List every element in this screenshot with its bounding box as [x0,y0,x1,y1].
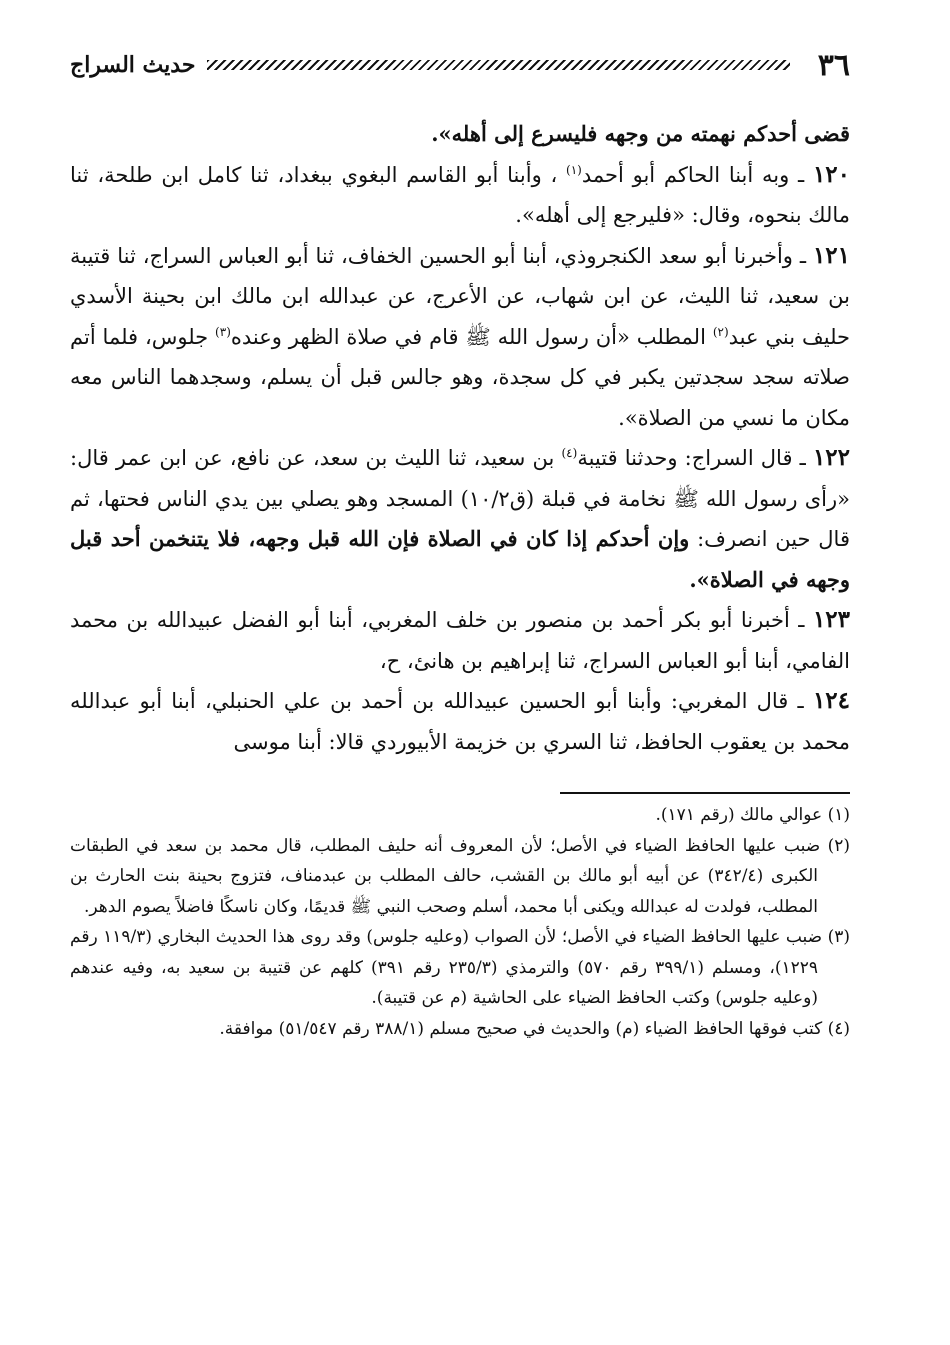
hadith-text: ـ قال المغربي: وأبنا أبو الحسين عبيدالله بن أحمد بن علي الحنبلي، أبنا أبو عبدالله محمد بن يعقوب الحافظ، ثنا السري بن خزيمة الأبيوردي قالا: أبنا موسى [70,689,850,754]
hadith-text: ـ وبه أبنا الحاكم أبو أحمد [581,162,813,187]
hadith-text-bold: وإن أحدكم إذا كان في الصلاة فإن الله قبل وجهه، فلا يتنخمن أحد قبل وجهه في الصلاة [70,526,850,592]
hadith-number: ١٢٤ [812,687,850,714]
hadith-number: ١٢١ [812,241,850,269]
hadith-text: بن سعيد، ثنا الليث بن سعد، عن نافع، عن ابن عمر قال: «رأى رسول الله ﷺ نخامة في قبلة (ق١٠/٢) المسجد وهو يصلي بين يدي الناس فحتها، ثم قال حين انصرف: [70,446,850,551]
hadith-number: ١٢٠ [812,160,850,188]
hadith-text: المطلب «أن رسول الله ﷺ قام في صلاة الظهر وعنده [230,324,713,349]
hadith-text: جلوس، فلما أتم صلاته سجد سجدتين يكبر في كل سجدة، وهو جالس قبل أن يسلم، وسجدهما الناس معه مكان ما نسي من الصلاة». [70,324,850,430]
footnote-ref: (١) [566,162,582,177]
footnote-1: (١) عوالي مالك (رقم ١٧١). [655,805,850,825]
footnote-2: (٢) ضبب عليها الحافظ الضياء في الأصل؛ لأن المعروف أنه حليف المطلب، قال محمد بن سعد في الطبقات الكبرى (٣٤٢/٤) عن أبيه أبو مالك بن القشب، حالف المطلب بن عبدمناف، فتزوج بحينة بنت الحارث بن المطلب، فولدت له عبدالله ويكنى أبا محمد، أسلم وصحب النبي ﷺ قديمًا، وكان ناسكًا فاضلاً يصوم الدهر. [70,835,850,917]
footnote-ref: (٣) [215,324,231,339]
book-page [70,40,850,1044]
footnote-4: (٤) كتب فوقها الحافظ الضياء (م) والحديث في صحيح مسلم (٣٨٨/١ رقم ٥١/٥٤٧) موافقة. [219,1018,850,1039]
hadith-121 [70,236,850,439]
footnote-separator [560,792,850,794]
header-hatched-rule [207,60,789,70]
hadith-120 [70,155,850,236]
footnote-ref: (٢) [712,324,729,339]
hadith-text: ـ وأخبرنا أبو سعد الكنجروذي، أبنا أبو الحسين الخفاف، ثنا أبو العباس السراج، ثنا قتيبة بن سعيد، ثنا الليث، عن ابن شهاب، عن الأعرج، عن عبدالله ابن مالك ابن بحينة الأسدي حليف بني عبد [70,243,851,349]
running-title: حديث السراج [70,52,196,78]
hadith-123 [70,600,850,681]
footnote-ref: (٤) [561,446,578,460]
hadith-text: ». [689,566,710,592]
hadith-124 [70,681,850,762]
hadith-122 [70,438,850,600]
page-number: ٣٦ [817,47,850,83]
footnotes [70,800,850,1044]
page-header [70,40,850,90]
hadith-number: ١٢٣ [812,606,850,633]
paragraph-continuation: قضى أحدكم نهمته من وجهه فليسرع إلى أهله». [431,121,850,146]
hadith-text: ـ قال السراج: وحدثنا قتيبة [577,446,813,470]
main-text [70,114,850,762]
hadith-text: ، وأبنا أبو القاسم البغوي ببغداد، ثنا كامل ابن طلحة، ثنا مالك بنحوه، وقال: «فليرجع إلى أهله». [70,162,850,227]
hadith-number: ١٢٢ [812,444,850,471]
footnote-3: (٣) ضبب عليها الحافظ الضياء في الأصل؛ لأن الصواب (وعليه جلوس) وقد روى هذا الحديث البخاري (١١٩/٣ رقم ١٢٢٩)، ومسلم (٣٩٩/١ رقم ٥٧٠) والترمذي (٢٣٥/٣ رقم ٣٩١) كلهم عن قتيبة بن سعيد به، وفيه عندهم (وعليه جلوس) وكتب الحافظ الضياء على الحاشية (م عن قتيبة). [70,927,850,1008]
hadith-text: ـ أخبرنا أبو بكر أحمد بن منصور بن خلف المغربي، أبنا أبو الفضل عبيدالله بن محمد الفامي، أبنا أبو العباس السراج، ثنا إبراهيم بن هانئ، ح، [70,608,850,673]
